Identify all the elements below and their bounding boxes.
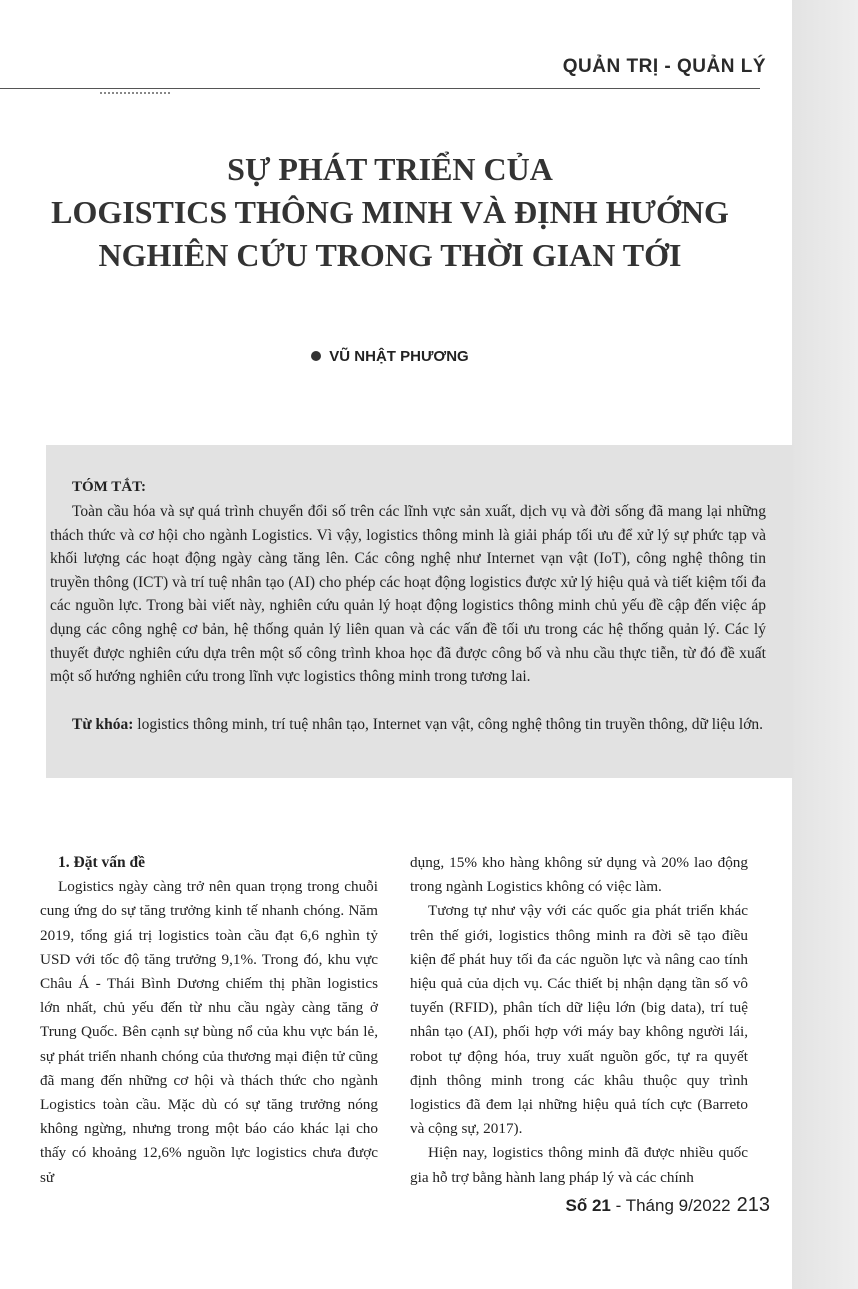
section-heading: 1. Đặt vấn đề [58, 854, 145, 871]
paragraph: Tương tự như vậy với các quốc gia phát triển khác trên thế giới, logistics thông minh ra đời sẽ tạo điều kiện để phát huy tối đa các nguồn lực và nâng cao tính hiệu quả của dịch vụ. Các thiết bị nhận dạng tần số vô tuyến (RFID), phân tích dữ liệu lớn (big data), trí tuệ nhân tạo (AI), phối hợp với máy bay không người lái, robot tự động hóa, truy xuất nguồn gốc, tự ra quyết định thông minh trong các khâu thuộc quy trình logistics đã đem lại những hiệu quả tích cực (Barreto và cộng sự, 2017). [410, 902, 748, 1138]
body-column-left [40, 851, 378, 1190]
page-number: 213 [736, 1194, 770, 1216]
article-title [0, 148, 780, 277]
body-column-right [410, 851, 748, 1190]
title-line-3: NGHIÊN CỨU TRONG THỜI GIAN TỚI [98, 237, 682, 273]
abstract-heading: TÓM TẮT: [72, 479, 147, 495]
header-rule-dots [100, 92, 170, 94]
section-label: QUẢN TRỊ - QUẢN LÝ [562, 56, 766, 77]
page-footer [566, 1194, 770, 1217]
issue-date: - Tháng 9/2022 [610, 1196, 731, 1215]
keywords [50, 713, 766, 737]
keywords-label: Từ khóa: [72, 716, 134, 733]
title-line-1: SỰ PHÁT TRIỂN CỦA [227, 151, 553, 187]
bullet-icon [311, 351, 321, 361]
author-byline [0, 348, 780, 365]
author-name: VŨ NHẬT PHƯƠNG [329, 348, 469, 365]
page-edge-shade [792, 0, 858, 1289]
keywords-text: logistics thông minh, trí tuệ nhân tạo, Internet vạn vật, công nghệ thông tin truyền thông, dữ liệu lớn. [133, 716, 764, 733]
abstract-text: Toàn cầu hóa và sự quá trình chuyển đổi số trên các lĩnh vực sản xuất, dịch vụ và đời sống đã mang lại những thách thức và cơ hội cho ngành Logistics. Vì vậy, logistics thông minh là giải pháp tối ưu để xử lý sự phức tạp và khối lượng các hoạt động ngày càng tăng lên. Các công nghệ như Internet vạn vật (IoT), công nghệ thông tin truyền thông (ICT) và trí tuệ nhân tạo (AI) cho phép các hoạt động logistics được xử lý hiệu quả và tiết kiệm tối đa các nguồn lực. Trong bài viết này, nghiên cứu quản lý hoạt động logistics thông minh chủ yếu đề cập đến việc áp dụng các công nghệ cơ bản, hệ thống quản lý liên quan và các vấn đề tối ưu trong các hệ thống quản lý. Các lý thuyết được nghiên cứu dựa trên một số công trình khoa học đã được công bố và nhu cầu thực tiễn, từ đó đề xuất một số hướng nghiên cứu trong lĩnh vực logistics thông minh trong tương lai. [50, 503, 766, 686]
issue-number: Số 21 [565, 1196, 611, 1215]
header-rule [0, 88, 760, 89]
title-line-2: LOGISTICS THÔNG MINH VÀ ĐỊNH HƯỚNG [51, 194, 729, 230]
paragraph: dụng, 15% kho hàng không sử dụng và 20% lao động trong ngành Logistics không có việc làm. [410, 854, 748, 896]
paragraph: Logistics ngày càng trở nên quan trọng trong chuỗi cung ứng do sự tăng trưởng kinh tế nhanh chóng. Năm 2019, tổng giá trị logistics toàn cầu đạt 6,6 nghìn tỷ USD với tốc độ tăng trưởng 9,1%. Trong đó, khu vực Châu Á - Thái Bình Dương chiếm thị phần logistics lớn nhất, chủ yếu đến từ nhu cầu ngày càng tăng ở Trung Quốc. Bên cạnh sự bùng nổ của khu vực bán lẻ, sự phát triển nhanh chóng của thương mại điện tử cũng đã mang đến những cơ hội và thách thức cho ngành Logistics toàn cầu. Mặc dù có sự tăng trưởng nóng không ngừng, nhưng trong một báo cáo khác lại cho thấy có khoảng 12,6% nguồn lực logistics chưa được sử [40, 878, 378, 1186]
paragraph: Hiện nay, logistics thông minh đã được nhiều quốc gia hỗ trợ bằng hành lang pháp lý và các chính [410, 1144, 748, 1186]
